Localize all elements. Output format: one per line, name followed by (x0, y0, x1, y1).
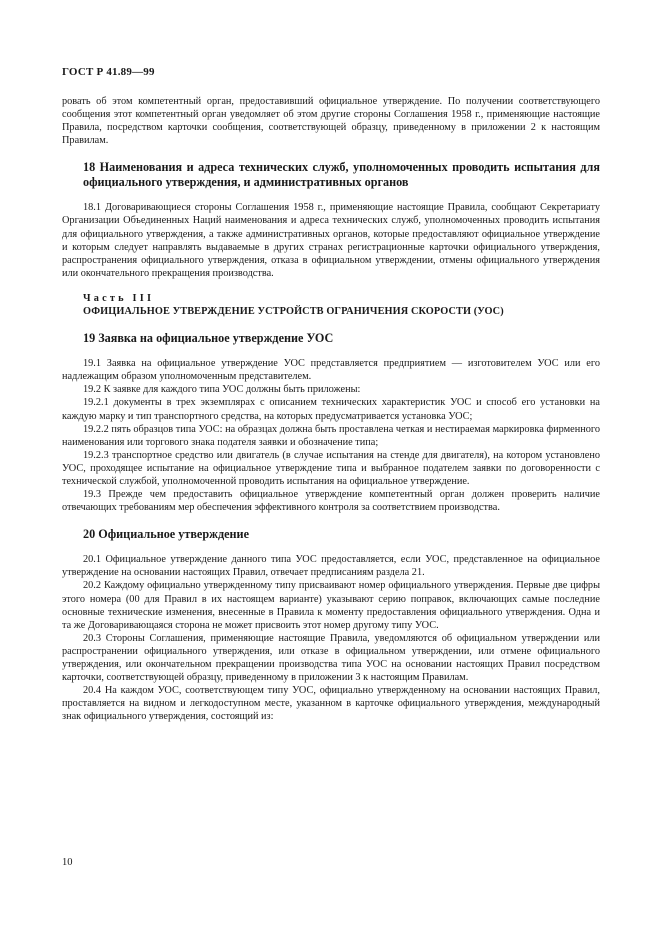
paragraph-18-1: 18.1 Договаривающиеся стороны Соглашения 1958 г., применяющие настоящие Правила, сообщают Секретариату Организации Объединенных Наций наименования и адреса технических служб, уполномоченных проводить испытания для официального утверждения, а также административных органов, которые предоставляют официальное утверждение и которым следует направлять выдаваемые в других странах регистрационные карточки официального утверждения, распространения официального утверждения, отказа в официальном утверждении, отмены официального утверждения или окончательного прекращения производства. (62, 202, 600, 279)
part-title: ОФИЦИАЛЬНОЕ УТВЕРЖДЕНИЕ УСТРОЙСТВ ОГРАНИЧЕНИЯ СКОРОСТИ (УОС) (83, 306, 504, 318)
running-header: ГОСТ Р 41.89—99 (62, 66, 155, 78)
page-number: 10 (62, 857, 73, 868)
paragraph-20-4: 20.4 На каждом УОС, соответствующем типу УОС, официально утвержденному на основании настоящих Правил, проставляется на видном и легкодоступном месте, указанном в карточке официального утверждения, международный знак официального утверждения, состоящий из: (62, 685, 600, 723)
section-19-heading: 19 Заявка на официальное утверждение УОС (83, 331, 334, 346)
continued-paragraph: ровать об этом компетентный орган, предоставивший официальное утверждение. По получении соответствующего сообщения этот компетентный орган уведомляет об этом другие стороны Соглашения 1958 г., применяющие настоящие Правила, посредством карточки сообщения, соответствующей образцу, приведенному в приложении 2 к настоящим Правилам. (62, 96, 600, 147)
paragraph-19-2-3: 19.2.3 транспортное средство или двигатель (в случае испытания на стенде для двигателя), на котором установлено УОС, проходящее испытание на официальное утверждение типа и выбранное подателем заявки по договоренности с технической службой, уполномоченной проводить испытания на официальное утверждение. (62, 449, 600, 487)
paragraph-19-2-2: 19.2.2 пять образцов типа УОС: на образцах должна быть проставлена четкая и нестираемая маркировка фирменного наименования или торгового знака подателя заявки и обозначение типа; (62, 423, 600, 448)
page-content (62, 95, 600, 723)
paragraph-19-3: 19.3 Прежде чем предоставить официальное утверждение компетентный орган должен проверить наличие отвечающих требованиям мер обеспечения эффективного контроля за соответствием производства. (62, 489, 600, 514)
paragraph-19-2-1: 19.2.1 документы в трех экземплярах с описанием технических характеристик УОС и способ его установки на каждую марку и тип транспортного средства, на которых предусматривается установка УОС; (62, 397, 600, 422)
section-18-heading: 18 Наименования и адреса технических служб, уполномоченных проводить испытания для официального утверждения, и административных органов (83, 160, 600, 190)
paragraph-19-1: 19.1 Заявка на официальное утверждение УОС представляется предприятием — изготовителем УОС или его надлежащим образом уполномоченным представителем. (62, 358, 600, 383)
paragraph-19-2: 19.2 К заявке для каждого типа УОС должны быть приложены: (83, 384, 361, 396)
paragraph-20-1: 20.1 Официальное утверждение данного типа УОС предоставляется, если УОС, представленное на официальное утверждение на основании настоящих Правил, отвечает предписаниям раздела 21. (62, 554, 600, 579)
paragraph-20-2: 20.2 Каждому официально утвержденному типу присваивают номер официального утверждения. Первые две цифры этого номера (00 для Правил в их настоящем варианте) указывают серию поправок, включающих самые последние основные технические изменения, внесенные в Правила к моменту предоставления официального утверждения. Одна и та же Договаривающаяся сторона не может присвоить этот номер другому типу УОС. (62, 580, 600, 631)
part-label: Часть III (83, 292, 155, 304)
paragraph-20-3: 20.3 Стороны Соглашения, применяющие настоящие Правила, уведомляются об официальном утверждении или распространении официального утверждения, или отказе в официальном утверждении, или отмене официального утверждения, или окончательном прекращении производства типа УОС на основании настоящих Правил посредством карточки, соответствующей образцу, приведенному в приложении 3 к настоящим Правилам. (62, 632, 600, 684)
section-20-heading: 20 Официальное утверждение (83, 527, 249, 542)
